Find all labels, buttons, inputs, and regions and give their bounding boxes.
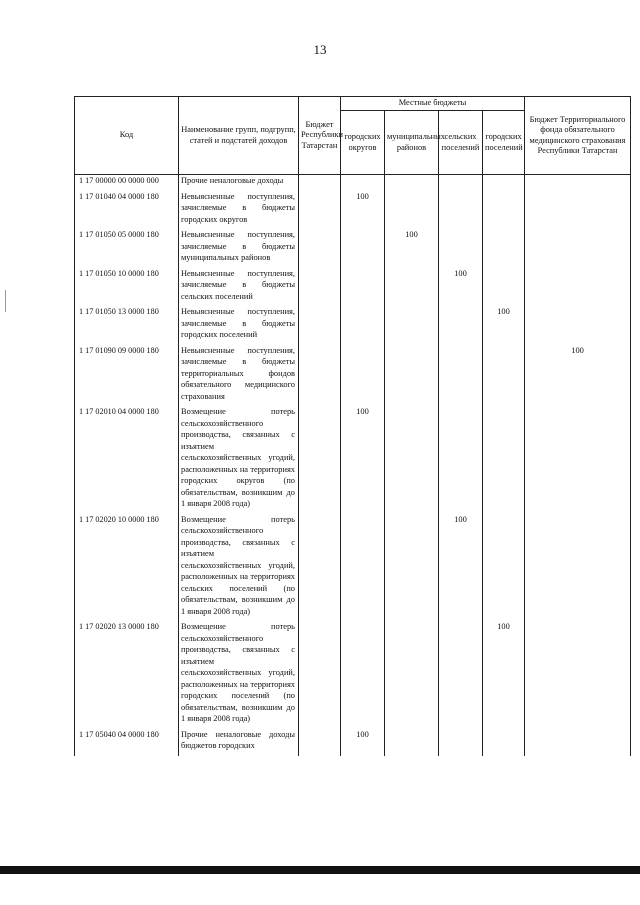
row-rural-settlements-value xyxy=(439,345,483,407)
row-urban-settlements-value xyxy=(483,268,525,307)
row-city-districts-value xyxy=(341,514,385,622)
row-code: 1 17 01090 09 0000 180 xyxy=(75,345,179,407)
row-name: Возмещение потерь сельскохозяйственного производства, связанных с изъятием сельскохозяйственных угодий, расположенных на территориях городских поселений (по обязательствам, возникшим до 1 января 2008 года) xyxy=(179,621,299,729)
row-name: Невыясненные поступления, зачисляемые в бюджеты сельских поселений xyxy=(179,268,299,307)
row-city-districts-value: 100 xyxy=(341,191,385,230)
row-name: Прочие неналоговые доходы xyxy=(179,175,299,191)
row-rural-settlements-value: 100 xyxy=(439,268,483,307)
row-code: 1 17 00000 00 0000 000 xyxy=(75,175,179,191)
header-name: Наименование групп, подгрупп, статей и подстатей доходов xyxy=(179,97,299,175)
header-rural-settlements: сельских поселений xyxy=(439,111,483,175)
row-republic-value xyxy=(299,191,341,230)
row-code: 1 17 05040 04 0000 180 xyxy=(75,729,179,756)
row-name: Невыясненные поступления, зачисляемые в бюджеты городских поселений xyxy=(179,306,299,345)
row-municipal-districts-value xyxy=(385,345,439,407)
table-row xyxy=(75,268,631,307)
row-code: 1 17 02010 04 0000 180 xyxy=(75,406,179,514)
row-urban-settlements-value xyxy=(483,175,525,191)
row-name: Невыясненные поступления, зачисляемые в бюджеты муниципальных районов xyxy=(179,229,299,268)
row-republic-value xyxy=(299,729,341,756)
table-row xyxy=(75,175,631,191)
row-republic-value xyxy=(299,621,341,729)
table-row xyxy=(75,191,631,230)
row-republic-value xyxy=(299,514,341,622)
row-urban-settlements-value: 100 xyxy=(483,306,525,345)
header-local-budgets: Местные бюджеты xyxy=(341,97,525,111)
row-city-districts-value: 100 xyxy=(341,406,385,514)
row-territorial-fund-value xyxy=(525,175,631,191)
row-territorial-fund-value xyxy=(525,406,631,514)
scan-bottom-band xyxy=(0,866,640,874)
row-urban-settlements-value xyxy=(483,406,525,514)
row-republic-value xyxy=(299,229,341,268)
row-urban-settlements-value xyxy=(483,191,525,230)
row-territorial-fund-value xyxy=(525,729,631,756)
row-republic-value xyxy=(299,406,341,514)
row-rural-settlements-value xyxy=(439,306,483,345)
row-territorial-fund-value xyxy=(525,514,631,622)
row-city-districts-value xyxy=(341,229,385,268)
row-municipal-districts-value xyxy=(385,514,439,622)
row-republic-value xyxy=(299,345,341,407)
row-rural-settlements-value xyxy=(439,175,483,191)
table-row xyxy=(75,621,631,729)
table-body xyxy=(75,175,631,756)
header-republic-budget: Бюджет Республики Татарстан xyxy=(299,97,341,175)
row-rural-settlements-value xyxy=(439,729,483,756)
row-territorial-fund-value xyxy=(525,306,631,345)
row-code: 1 17 01050 13 0000 180 xyxy=(75,306,179,345)
table-row xyxy=(75,306,631,345)
header-municipal-districts: муниципальных районов xyxy=(385,111,439,175)
row-rural-settlements-value xyxy=(439,406,483,514)
row-city-districts-value xyxy=(341,175,385,191)
row-code: 1 17 02020 13 0000 180 xyxy=(75,621,179,729)
row-urban-settlements-value: 100 xyxy=(483,621,525,729)
row-territorial-fund-value xyxy=(525,621,631,729)
header-city-districts: городских округов xyxy=(341,111,385,175)
row-city-districts-value: 100 xyxy=(341,729,385,756)
table-row xyxy=(75,729,631,756)
row-city-districts-value xyxy=(341,306,385,345)
table-row xyxy=(75,406,631,514)
scan-edge-mark xyxy=(5,290,6,312)
table-row xyxy=(75,345,631,407)
header-code: Код xyxy=(75,97,179,175)
row-rural-settlements-value xyxy=(439,621,483,729)
row-name: Прочие неналоговые доходы бюджетов городских xyxy=(179,729,299,756)
row-municipal-districts-value xyxy=(385,306,439,345)
row-name: Возмещение потерь сельскохозяйственного производства, связанных с изъятием сельскохозяйственных угодий, расположенных на территориях городских округов (по обязательствам, возникшим до 1 января 2008 года) xyxy=(179,406,299,514)
row-code: 1 17 01040 04 0000 180 xyxy=(75,191,179,230)
row-code: 1 17 01050 05 0000 180 xyxy=(75,229,179,268)
row-territorial-fund-value xyxy=(525,229,631,268)
row-name: Возмещение потерь сельскохозяйственного производства, связанных с изъятием сельскохозяйственных угодий, расположенных на территориях сельских поселений (по обязательствам, возникшим до 1 января 2008 года) xyxy=(179,514,299,622)
row-municipal-districts-value xyxy=(385,729,439,756)
row-territorial-fund-value xyxy=(525,191,631,230)
row-municipal-districts-value xyxy=(385,175,439,191)
row-name: Невыясненные поступления, зачисляемые в бюджеты территориальных фондов обязательного медицинского страхования xyxy=(179,345,299,407)
row-urban-settlements-value xyxy=(483,229,525,268)
row-territorial-fund-value: 100 xyxy=(525,345,631,407)
row-code: 1 17 01050 10 0000 180 xyxy=(75,268,179,307)
row-republic-value xyxy=(299,268,341,307)
row-urban-settlements-value xyxy=(483,729,525,756)
table-row xyxy=(75,229,631,268)
row-municipal-districts-value xyxy=(385,621,439,729)
table-row xyxy=(75,514,631,622)
row-rural-settlements-value xyxy=(439,191,483,230)
row-municipal-districts-value xyxy=(385,406,439,514)
page-number: 13 xyxy=(313,42,327,57)
row-municipal-districts-value xyxy=(385,268,439,307)
header-territorial-fund: Бюджет Территориального фонда обязательного медицинского страхования Республики Татарстан xyxy=(525,97,631,175)
row-republic-value xyxy=(299,306,341,345)
row-urban-settlements-value xyxy=(483,345,525,407)
row-territorial-fund-value xyxy=(525,268,631,307)
row-name: Невыясненные поступления, зачисляемые в бюджеты городских округов xyxy=(179,191,299,230)
row-city-districts-value xyxy=(341,345,385,407)
row-city-districts-value xyxy=(341,268,385,307)
row-rural-settlements-value: 100 xyxy=(439,514,483,622)
row-city-districts-value xyxy=(341,621,385,729)
row-municipal-districts-value: 100 xyxy=(385,229,439,268)
row-rural-settlements-value xyxy=(439,229,483,268)
row-republic-value xyxy=(299,175,341,191)
row-urban-settlements-value xyxy=(483,514,525,622)
row-code: 1 17 02020 10 0000 180 xyxy=(75,514,179,622)
table-header xyxy=(75,97,631,175)
row-municipal-districts-value xyxy=(385,191,439,230)
header-urban-settlements: городских поселений xyxy=(483,111,525,175)
revenue-classification-table xyxy=(74,96,631,756)
